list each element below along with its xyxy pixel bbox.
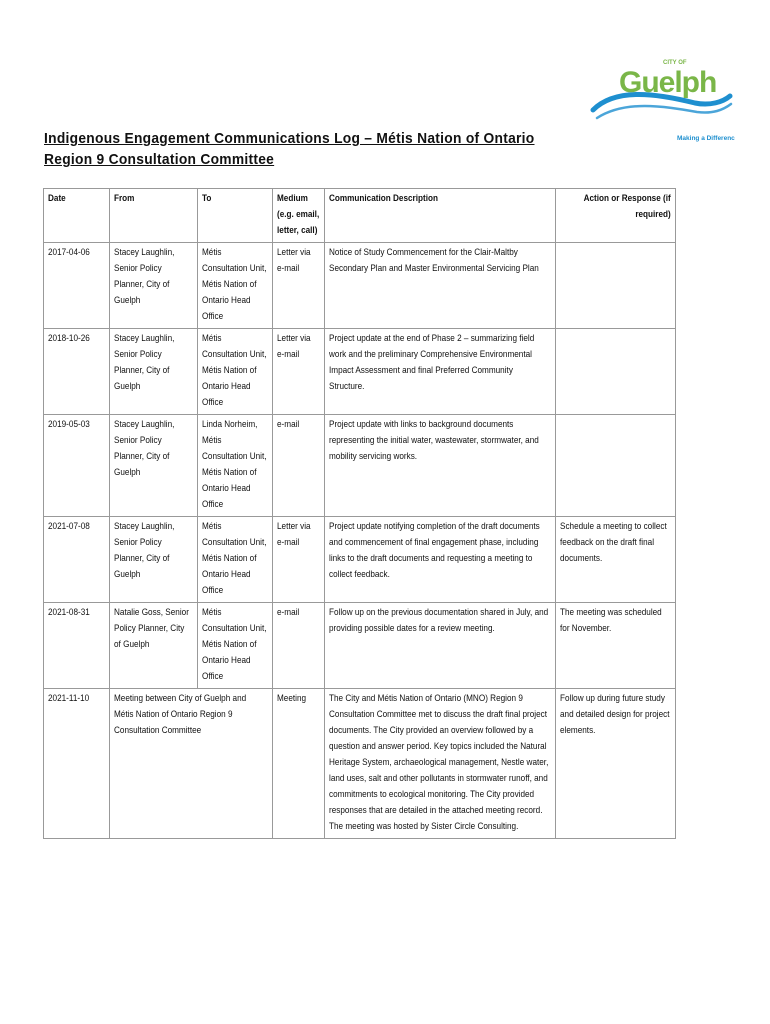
cell-to: Linda Norheim, Métis Consultation Unit, Métis Nation of Ontario Head Office [198,415,273,517]
cell-medium: Letter via e-mail [273,517,325,603]
cell-action [556,329,676,415]
cell-to: Métis Consultation Unit, Métis Nation of Ontario Head Office [198,243,273,329]
cell-action: The meeting was scheduled for November. [556,603,676,689]
cell-date: 2018-10-26 [44,329,110,415]
guelph-logo-graphic [585,48,735,148]
cell-description: Notice of Study Commencement for the Clair-Maltby Secondary Plan and Master Environmental Servicing Plan [325,243,556,329]
cell-from: Natalie Goss, Senior Policy Planner, City of Guelph [110,603,198,689]
cell-medium: e-mail [273,603,325,689]
cell-from: Stacey Laughlin, Senior Policy Planner, City of Guelph [110,517,198,603]
cell-from: Stacey Laughlin, Senior Policy Planner, City of Guelph [110,329,198,415]
cell-description: The City and Métis Nation of Ontario (MNO) Region 9 Consultation Committee met to discuss the draft final project documents. The City provided an overview followed by a question and answer period. Key topics included the Natural Heritage System, archaeological management, Nestle water, land uses, salt and other pollutants in stormwater runoff, and commitments to ecological monitoring. The City provided responses that are detailed in the attached meeting record. The meeting was hosted by Sister Circle Consulting. [325,689,556,839]
cell-description: Project update with links to background documents representing the initial water, wastewater, stormwater, and mobility servicing works. [325,415,556,517]
table-row [44,689,676,839]
cell-action: Follow up during future study and detailed design for project elements. [556,689,676,839]
cell-medium: Letter via e-mail [273,329,325,415]
cell-from-to-merged: Meeting between City of Guelph and Métis Nation of Ontario Region 9 Consultation Committee [110,689,273,839]
header-from: From [110,189,198,243]
cell-action: Schedule a meeting to collect feedback on the draft final documents. [556,517,676,603]
table-row [44,603,676,689]
cell-medium: e-mail [273,415,325,517]
header-to: To [198,189,273,243]
header-date: Date [44,189,110,243]
cell-to: Métis Consultation Unit, Métis Nation of Ontario Head Office [198,329,273,415]
table-header-row [44,189,676,243]
logo-tagline: Making a Difference [677,135,735,142]
cell-date: 2021-11-10 [44,689,110,839]
city-of-guelph-logo [585,48,735,148]
cell-description: Follow up on the previous documentation shared in July, and providing possible dates for a review meeting. [325,603,556,689]
table-row [44,329,676,415]
header-description: Communication Description [325,189,556,243]
cell-from: Stacey Laughlin, Senior Policy Planner, City of Guelph [110,243,198,329]
table-row [44,517,676,603]
document-title: Indigenous Engagement Communications Log – Métis Nation of Ontario Region 9 Consultation Committee [44,130,535,168]
cell-action [556,243,676,329]
cell-medium: Letter via e-mail [273,243,325,329]
cell-date: 2017-04-06 [44,243,110,329]
communications-log-table [43,188,676,839]
cell-description: Project update notifying completion of the draft documents and commencement of final engagement phase, including links to the draft documents and requesting a meeting to collect feedback. [325,517,556,603]
cell-from: Stacey Laughlin, Senior Policy Planner, City of Guelph [110,415,198,517]
cell-description: Project update at the end of Phase 2 – summarizing field work and the preliminary Comprehensive Environmental Impact Assessment and final Preferred Community Structure. [325,329,556,415]
cell-date: 2021-08-31 [44,603,110,689]
table-row [44,243,676,329]
cell-action [556,415,676,517]
cell-medium: Meeting [273,689,325,839]
header-action: Action or Response (if required) [556,189,676,243]
cell-to: Métis Consultation Unit, Métis Nation of Ontario Head Office [198,517,273,603]
logo-top-text: CITY OF [663,60,687,66]
logo-name: Guelph [619,66,717,99]
cell-date: 2021-07-08 [44,517,110,603]
header-medium: Medium (e.g. email, letter, call) [273,189,325,243]
table-row [44,415,676,517]
cell-date: 2019-05-03 [44,415,110,517]
cell-to: Métis Consultation Unit, Métis Nation of Ontario Head Office [198,603,273,689]
